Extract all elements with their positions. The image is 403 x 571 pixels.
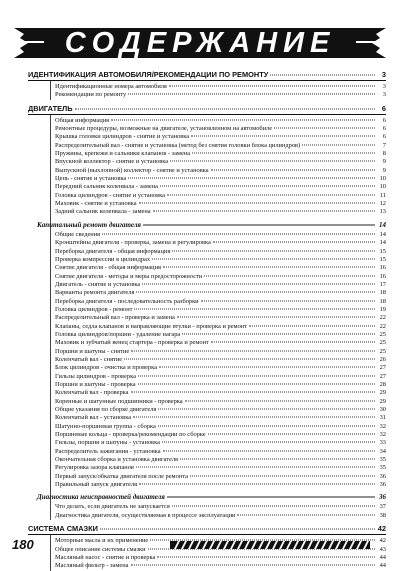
toc-entry-page: 25	[379, 339, 386, 347]
toc-entry-page: 6	[382, 125, 386, 133]
toc-entry	[51, 554, 386, 562]
toc-entry-title: Пружины, крепежи и сальники клапанов - замена	[55, 150, 191, 158]
toc-entry-page: 29	[379, 389, 386, 397]
toc-entry-page: 14	[379, 239, 386, 247]
toc-entry	[51, 158, 386, 166]
toc-entry-title: Поршневые кольца - проверка/рекомендации по сборке	[55, 431, 206, 439]
toc-entry-page: 6	[382, 116, 386, 124]
toc-entry-page: 28	[379, 381, 386, 388]
spacer	[51, 217, 386, 220]
toc-entry-leader	[111, 119, 375, 120]
toc-entry-leader	[213, 242, 375, 243]
toc-entry-page: 36	[379, 472, 386, 480]
toc-entry	[51, 481, 386, 489]
toc-entry-page: 14	[379, 230, 386, 238]
toc-entry-page: 19	[379, 305, 386, 313]
toc-entry-leader	[192, 153, 375, 154]
toc-entry	[51, 503, 386, 511]
toc-entry	[51, 248, 386, 256]
toc-entry-title: Блок цилиндров - очистка и проверка	[55, 364, 157, 372]
toc-entry-page: 33	[379, 439, 386, 447]
toc-entry	[51, 364, 386, 372]
toc-entry	[51, 167, 386, 175]
toc-entry-title: Ремонтные процедуры, возможные на двигателе, установленном на автомобиле	[55, 125, 273, 133]
toc-entry	[51, 208, 386, 216]
toc-entry-page: 9	[382, 158, 386, 166]
toc-entry-page: 37	[379, 503, 386, 511]
toc-entry-leader	[170, 161, 375, 162]
toc-entry-title: Поршни и шатуны - проверка	[55, 381, 136, 388]
toc-entry-leader	[172, 506, 375, 507]
toc-entry	[51, 281, 386, 289]
toc-entry-leader	[163, 450, 375, 451]
toc-entry	[51, 562, 386, 570]
toc-entry-leader	[191, 136, 375, 137]
section-heading-page: 3	[381, 70, 386, 79]
toc-entry-title: Коленчатый вал - снятие	[55, 355, 123, 363]
toc-entry-page: 15	[379, 247, 386, 255]
toc-entry	[51, 414, 386, 422]
toc-entry-title: Переборка двигателя - последовательность разборки	[55, 297, 199, 305]
toc-entry-leader	[128, 94, 375, 95]
toc-section	[28, 70, 386, 100]
toc-entry-leader	[201, 300, 375, 301]
toc-entry-page: 35	[379, 456, 386, 464]
toc-entry-leader	[153, 211, 375, 212]
toc-entry-title: Передний сальник коленвала - замена	[55, 183, 158, 191]
toc-entry-leader	[177, 317, 375, 318]
toc-entry-leader	[204, 275, 375, 276]
subsection-heading-page: 14	[379, 220, 386, 229]
toc-entry-page: 7	[382, 141, 386, 149]
toc-entry-page: 11	[379, 191, 386, 199]
toc-entry-page: 10	[379, 183, 386, 191]
toc-entry	[51, 381, 386, 389]
toc-entry-leader	[160, 186, 375, 187]
toc-entry	[51, 298, 386, 306]
toc-entry-leader	[211, 342, 375, 343]
toc-entry-title: Регулировка зазора клапанов	[55, 464, 134, 472]
toc-entry-title: Масляный насос - снятие и проверка	[55, 553, 156, 561]
toc-entry-page: 30	[379, 406, 386, 414]
toc-entry-leader	[139, 484, 375, 485]
toc-entry-page: 22	[379, 314, 386, 322]
toc-entry-page: 13	[379, 208, 386, 216]
toc-entry-page: 31	[379, 414, 386, 422]
section-heading-page: 42	[377, 524, 386, 534]
toc-entry	[51, 125, 386, 133]
section-heading-leader	[100, 529, 375, 530]
toc-entry-title: Коренные и шатунные подшипники - проверка	[55, 397, 183, 405]
toc-entry	[51, 323, 386, 331]
toc-entry-title: Масляный фильтр - замена	[55, 562, 129, 570]
toc-entry-title: Распределительный вал - проверка и замена	[55, 314, 175, 322]
section-heading-page: 6	[381, 103, 386, 113]
toc-entry-leader	[208, 434, 375, 435]
toc-entry-leader	[167, 194, 375, 195]
toc-entry-title: Распределительный вал - снятие и установка (метод без снятия головки блока цилиндров)	[55, 141, 301, 149]
toc-entry-page: 25	[379, 330, 386, 338]
toc-entry-leader	[134, 308, 375, 309]
toc-entry-page: 44	[379, 562, 386, 570]
toc-entry-leader	[159, 367, 375, 368]
toc-entry-page: 36	[379, 481, 386, 489]
toc-entry	[51, 512, 386, 520]
toc-entry-leader	[152, 258, 375, 259]
toc-entry-title: Переборка двигателя - общая информация	[55, 247, 171, 255]
section-heading	[28, 104, 386, 115]
toc-entry-title: Первый запуск/обкатка двигателя после ремонта	[55, 472, 188, 480]
toc-entry-leader	[157, 556, 375, 557]
toc-entry-leader	[128, 178, 375, 179]
toc-entry-page: 43	[379, 545, 386, 553]
toc-entry	[51, 306, 386, 314]
footer-rule	[30, 534, 386, 535]
toc-entry	[51, 389, 386, 397]
toc-entry-page: 27	[379, 364, 386, 372]
toc-entry-title: Шатунно-поршневая группа - сборка	[55, 422, 156, 430]
toc-entry-title: Крышка головки цилиндров - снятие и установка	[55, 133, 190, 141]
toc-entry-title: Общая информация	[55, 116, 110, 124]
toc-entry-title: Снятие двигателя - методы и меры предосторожности	[55, 272, 203, 280]
section-heading-title: ДВИГАТЕЛЬ	[28, 103, 73, 113]
toc-entry	[51, 314, 386, 322]
toc-entry-page: 34	[379, 447, 386, 455]
section-heading-leader	[270, 75, 375, 76]
toc-entry-page: 8	[382, 150, 386, 158]
toc-entry-page: 6	[382, 133, 386, 141]
subsection-heading-title: Капитальный ремонт двигателя	[37, 220, 142, 229]
contents-banner	[14, 26, 386, 60]
toc-entry	[51, 142, 386, 150]
toc-entry	[51, 348, 386, 356]
toc-entry-title: Впускной коллектор - снятие и установка	[55, 158, 169, 166]
toc-entry-leader	[180, 459, 375, 460]
toc-entry-leader	[172, 250, 375, 251]
toc-entry-title: Общие сведения	[55, 230, 101, 238]
toc-entry	[51, 200, 386, 208]
toc-entry	[51, 431, 386, 439]
subsection-heading	[37, 493, 386, 502]
subsection-heading-page: 36	[379, 493, 386, 502]
toc-entry	[51, 192, 386, 200]
toc-entry	[51, 423, 386, 431]
toc-entry-leader	[131, 350, 375, 351]
toc-entry-leader	[162, 442, 375, 443]
toc-entry-leader	[182, 333, 375, 334]
toc-entry	[51, 406, 386, 414]
toc-entry-title: Общее описание системы смазки	[55, 545, 146, 553]
toc-entry-leader	[131, 392, 376, 393]
toc-entry	[51, 373, 386, 381]
toc-entry-title: Что делать, если двигатель не запускается	[55, 503, 170, 511]
toc-entry-title: Поршни и шатуны - снятие	[55, 347, 130, 355]
toc-entry-page: 15	[379, 255, 386, 263]
page-number: 180	[12, 537, 34, 552]
toc-entry-leader	[136, 467, 375, 468]
toc-entry	[51, 264, 386, 272]
toc-entry-title: Клапаны, седла клапанов и направляющие втулки - проверка и ремонт	[55, 322, 247, 330]
toc-entry-page: 10	[379, 175, 386, 183]
toc-entry-leader	[158, 425, 375, 426]
subsection-heading-leader	[143, 224, 375, 225]
toc-entry-leader	[142, 283, 375, 284]
toc-entry	[51, 239, 386, 247]
toc-section	[28, 104, 386, 520]
subsection-heading-title: Диагностика неисправностей двигателя	[37, 493, 165, 502]
toc-entry-title: Рекомендации по ремонту	[55, 91, 127, 99]
toc-entry	[51, 464, 386, 472]
toc-entry-title: Головка цилиндров - снятие и установка	[55, 191, 166, 199]
toc-entry-page: 17	[379, 280, 386, 288]
section-heading	[28, 70, 386, 81]
toc-entry-title: Коленчатый вал - установка	[55, 414, 132, 422]
subsection-heading-leader	[167, 497, 375, 498]
toc-entry	[51, 331, 386, 339]
section-entries	[50, 81, 386, 100]
toc-entry-leader	[131, 565, 375, 566]
toc-entry-page: 26	[379, 355, 386, 363]
toc-entry	[51, 91, 386, 99]
toc-entry	[51, 133, 386, 141]
toc-entry	[51, 339, 386, 347]
toc-entry	[51, 83, 386, 91]
toc-entry-title: Двигатель - снятие и установка	[55, 280, 141, 288]
toc-entry-leader	[169, 86, 375, 87]
toc-entry-page: 38	[379, 511, 386, 519]
toc-entry-title: Идентификационные номера автомобиля	[55, 83, 167, 90]
toc-entry	[51, 356, 386, 364]
toc-entry-page: 32	[379, 431, 386, 439]
toc-entry	[51, 273, 386, 281]
toc-entry-page: 22	[379, 322, 386, 330]
footer-decoration	[170, 541, 370, 549]
toc-entry-title: Распределитель зажигания - установка	[55, 447, 161, 455]
toc-entry	[51, 398, 386, 406]
toc-entry-title: Головка цилиндров - ремонт	[55, 305, 133, 313]
toc-entry-leader	[302, 144, 375, 145]
toc-entry	[51, 456, 386, 464]
toc-entry-page: 18	[379, 297, 386, 305]
section-heading-title: СИСТЕМА СМАЗКИ	[28, 524, 98, 534]
toc-entry-title: Диагностика двигателя, осуществляемая в процессе эксплуатации	[55, 511, 236, 519]
toc-entry-title: Задний сальник коленвала - замена	[55, 208, 151, 216]
toc-entry-page: 3	[382, 91, 386, 99]
banner-title: СОДЕРЖАНИЕ	[64, 26, 336, 59]
toc-entry-page: 3	[382, 83, 386, 90]
toc-entry-title: Моторные масла и их применение	[55, 537, 149, 545]
toc-entry-title: Гильзы цилиндров - проверка	[55, 372, 136, 380]
table-of-contents	[28, 66, 386, 571]
toc-entry	[51, 439, 386, 447]
toc-entry-page: 32	[379, 422, 386, 430]
toc-entry	[51, 289, 386, 297]
toc-entry-leader	[139, 203, 375, 204]
toc-entry-title: Кронштейны двигателя - проверка, замена и регулировка	[55, 239, 211, 247]
toc-entry-page: 12	[379, 200, 386, 208]
toc-entry-leader	[211, 169, 375, 170]
toc-entry-title: Коленчатый вал - проверка	[55, 389, 129, 397]
subsection-heading	[37, 221, 386, 230]
toc-entry-leader	[124, 358, 375, 359]
toc-entry-leader	[190, 475, 375, 476]
toc-entry-page: 44	[379, 553, 386, 561]
toc-entry	[51, 117, 386, 125]
toc-entry-leader	[138, 384, 375, 385]
toc-entry-title: Правильный запуск двигателя	[55, 481, 138, 489]
toc-entry	[51, 175, 386, 183]
toc-entry-page: 42	[379, 537, 386, 545]
toc-entry-title: Гильзы, поршни и шатуны - установка	[55, 439, 160, 447]
toc-entry-title: Головка цилиндров/поршни - удаление нагара	[55, 330, 181, 338]
toc-entry-title: Маховик - снятие и установка	[55, 200, 137, 208]
toc-entry-title: Окончательная сборка и установка двигателя	[55, 456, 178, 464]
toc-entry-page: 16	[379, 264, 386, 272]
toc-entry-page: 27	[379, 372, 386, 380]
toc-entry-page: 29	[379, 397, 386, 405]
toc-entry-title: Общие указания по сборке двигателя	[55, 406, 157, 414]
toc-entry	[51, 183, 386, 191]
toc-entry-leader	[158, 409, 375, 410]
toc-entry-title: Маховик и зубчатый венец стартера - проверка и ремонт	[55, 339, 209, 347]
toc-entry	[51, 448, 386, 456]
spacer	[51, 489, 386, 492]
toc-entry-leader	[249, 325, 375, 326]
toc-entry	[51, 231, 386, 239]
toc-entry-page: 9	[382, 166, 386, 174]
section-heading-title: ИДЕНТИФИКАЦИЯ АВТОМОБИЛЯ/РЕКОМЕНДАЦИИ ПО РЕМОНТУ	[28, 70, 269, 79]
toc-entry-page: 25	[379, 347, 386, 355]
toc-entry-leader	[237, 514, 375, 515]
toc-entry	[51, 256, 386, 264]
toc-entry-leader	[133, 417, 375, 418]
toc-entry-title: Проверка компрессии в цилиндрах	[55, 255, 151, 263]
toc-entry-leader	[138, 375, 375, 376]
toc-entry-page: 18	[379, 289, 386, 297]
section-entries	[37, 115, 386, 520]
toc-entry-leader	[274, 128, 375, 129]
toc-entry-title: Варианты ремонта двигателя	[55, 289, 135, 297]
toc-entry-leader	[102, 233, 375, 234]
toc-entry-leader	[163, 267, 375, 268]
toc-entry-leader	[185, 400, 375, 401]
toc-entry-title: Снятие двигателя - общая информация	[55, 264, 161, 272]
toc-entry-leader	[136, 292, 375, 293]
toc-entry-title: Выпускной (выхлопной) коллектор - снятие и установка	[55, 166, 209, 174]
toc-entry	[51, 150, 386, 158]
toc-entry	[51, 473, 386, 481]
toc-entry-title: Цепь - снятие и установка	[55, 175, 127, 183]
toc-entry-page: 35	[379, 464, 386, 472]
section-heading-leader	[75, 108, 375, 109]
toc-entry-page: 16	[379, 272, 386, 280]
